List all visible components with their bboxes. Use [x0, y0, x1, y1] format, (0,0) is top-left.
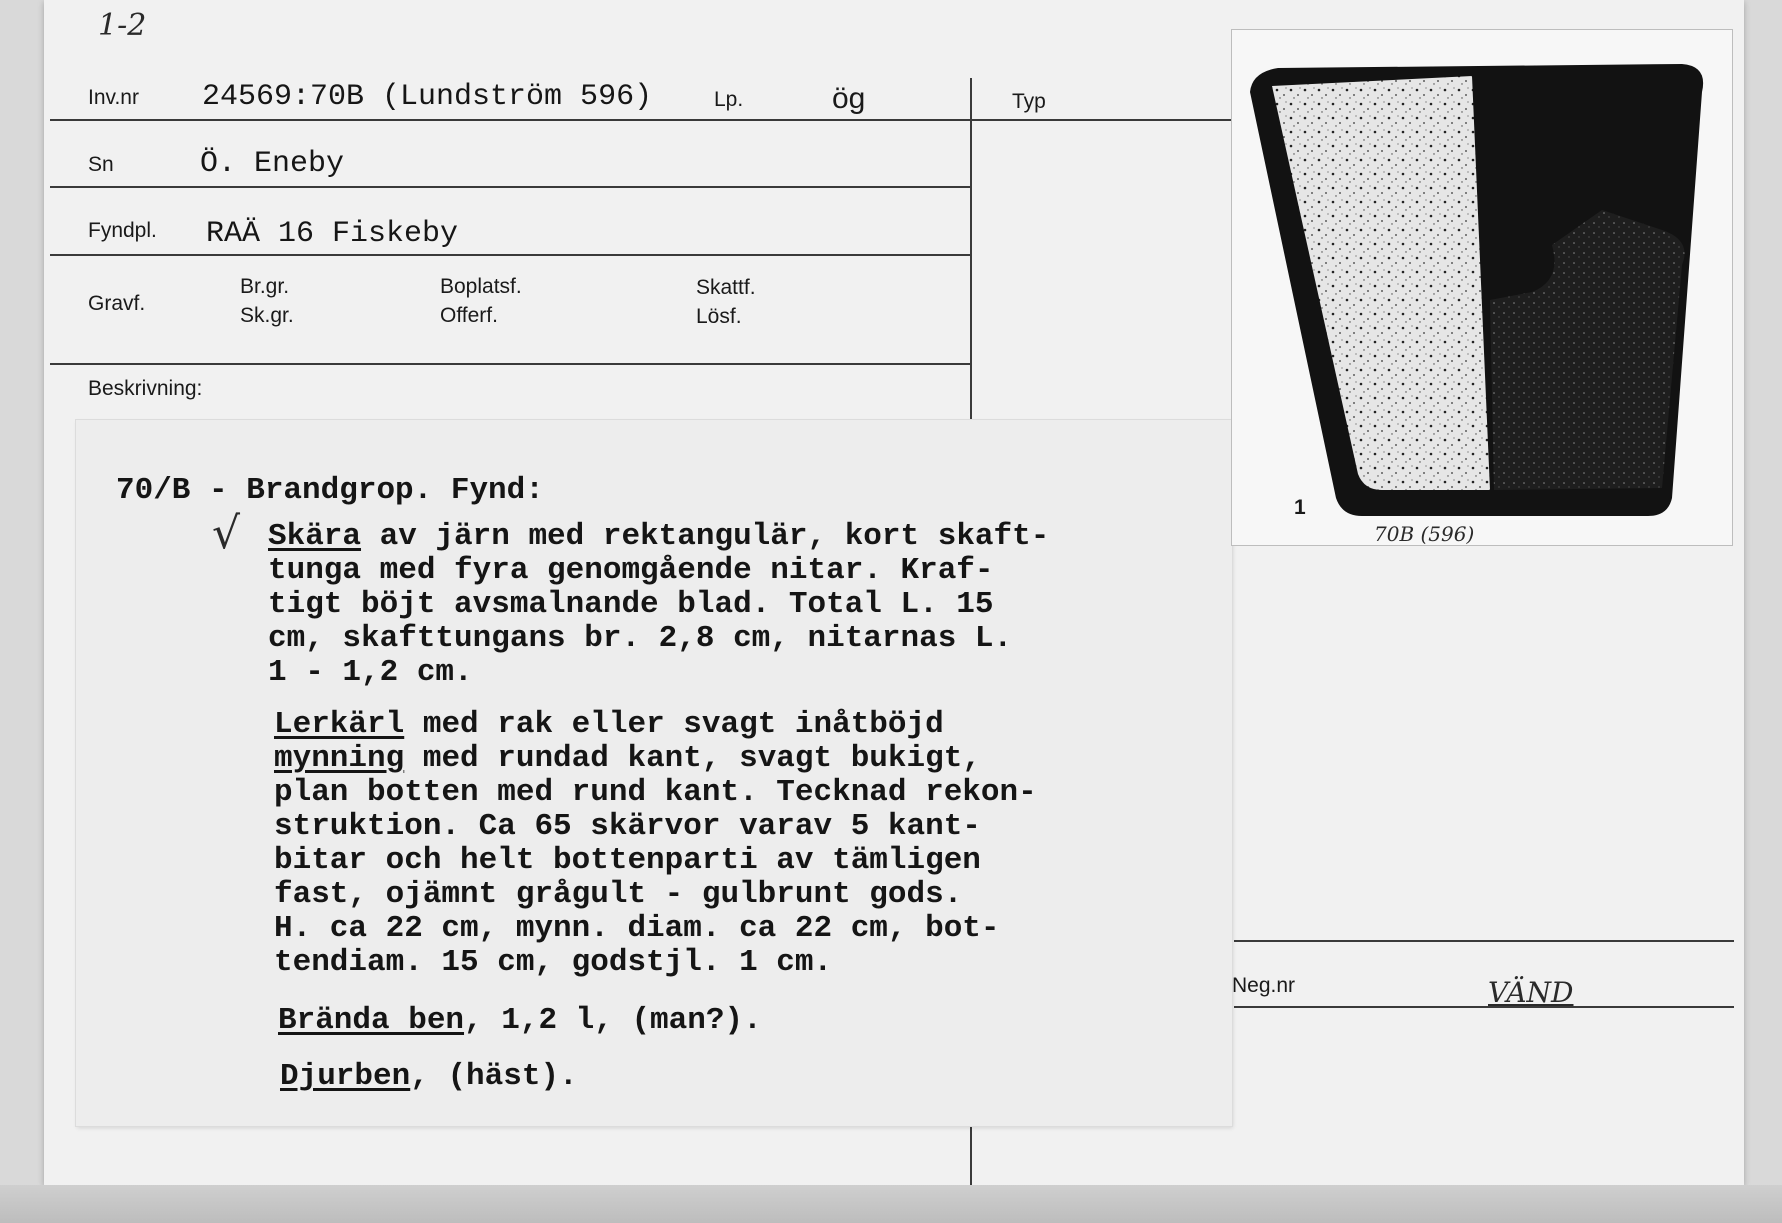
check-mark-icon: √ — [212, 508, 241, 559]
label-sn: Sn — [88, 153, 114, 176]
lerkarl-line-3: plan botten med rund kant. Tecknad rekon- — [274, 775, 1037, 810]
skara-line-4: cm, skafttungans br. 2,8 cm, nitarnas L. — [268, 621, 1013, 656]
skara-line-1: av järn med rektangulär, kort skaft- — [361, 519, 1050, 554]
paragraph-djurben — [280, 1060, 578, 1094]
lerkarl-line-7: H. ca 22 cm, mynn. diam. ca 22 cm, bot- — [274, 911, 1000, 946]
term-branda-ben: Brända ben — [278, 1003, 465, 1038]
label-losf: Lösf. — [696, 305, 742, 328]
lerkarl-line-6: fast, ojämnt grågult - gulbrunt gods. — [274, 877, 963, 912]
value-sn: Ö. Eneby — [200, 147, 345, 181]
label-neg-nr: Neg.nr — [1232, 974, 1296, 997]
label-boplatsf: Boplatsf. — [440, 275, 522, 298]
paragraph-lerkarl — [274, 708, 1037, 980]
label-skattf: Skattf. — [696, 276, 756, 299]
term-djurben: Djurben — [280, 1059, 411, 1094]
description-text — [116, 474, 544, 508]
label-gravf: Gravf. — [88, 292, 146, 315]
rule-row-2 — [50, 186, 970, 188]
skara-line-2: tunga med fyra genomgående nitar. Kraf- — [268, 553, 994, 588]
label-br-gr: Br.gr. — [240, 275, 290, 298]
label-beskrivning: Beskrivning: — [88, 377, 203, 400]
lerkarl-line-2: med rundad kant, svagt bukigt, — [404, 741, 981, 776]
vessel-drawing-photo — [1232, 30, 1732, 545]
term-skara: Skära — [268, 519, 362, 554]
term-mynning: mynning — [274, 741, 405, 776]
lerkarl-line-4: struktion. Ca 65 skärvor varav 5 kant- — [274, 809, 981, 844]
value-inv-nr: 24569:70B (Lundström 596) — [202, 80, 653, 114]
label-typ: Typ — [1012, 90, 1046, 113]
value-lp: ög — [832, 82, 866, 115]
card-bottom-edge — [0, 1185, 1782, 1223]
vand-note: VÄND — [1488, 976, 1574, 1009]
skara-line-5: 1 - 1,2 cm. — [268, 655, 473, 690]
value-fyndpl: RAÄ 16 Fiskeby — [206, 217, 459, 251]
rule-neg-top — [1234, 940, 1734, 942]
branda-ben-rest: , 1,2 l, (man?). — [464, 1003, 762, 1038]
label-sk-gr: Sk.gr. — [240, 304, 294, 327]
label-lp: Lp. — [714, 88, 744, 111]
vessel-reconstruction-icon — [1232, 30, 1732, 545]
paragraph-skara — [268, 520, 1049, 690]
label-fyndpl: Fyndpl. — [88, 219, 157, 242]
corner-mark: 1-2 — [98, 8, 147, 43]
rule-row-3 — [50, 254, 970, 256]
lerkarl-line-5: bitar och helt bottenparti av tämligen — [274, 843, 981, 878]
rule-row-1 — [50, 119, 1250, 121]
skara-line-3: tigt böjt avsmalnande blad. Total L. 15 — [268, 587, 994, 622]
figure-number: 1 — [1294, 496, 1306, 519]
rule-row-4 — [50, 363, 970, 365]
term-lerkarl: Lerkärl — [274, 707, 405, 742]
label-inv-nr: Inv.nr — [88, 86, 139, 109]
photo-caption: 70B (596) — [1374, 522, 1475, 546]
lerkarl-line-1: med rak eller svagt inåtböjd — [404, 707, 944, 742]
description-heading: 70/B - Brandgrop. Fynd: — [116, 473, 544, 508]
lerkarl-line-8: tendiam. 15 cm, godstjl. 1 cm. — [274, 945, 833, 980]
djurben-rest: , (häst). — [410, 1059, 578, 1094]
paragraph-branda-ben — [278, 1004, 762, 1038]
label-offerf: Offerf. — [440, 304, 498, 327]
rule-neg-bottom — [1234, 1006, 1734, 1008]
